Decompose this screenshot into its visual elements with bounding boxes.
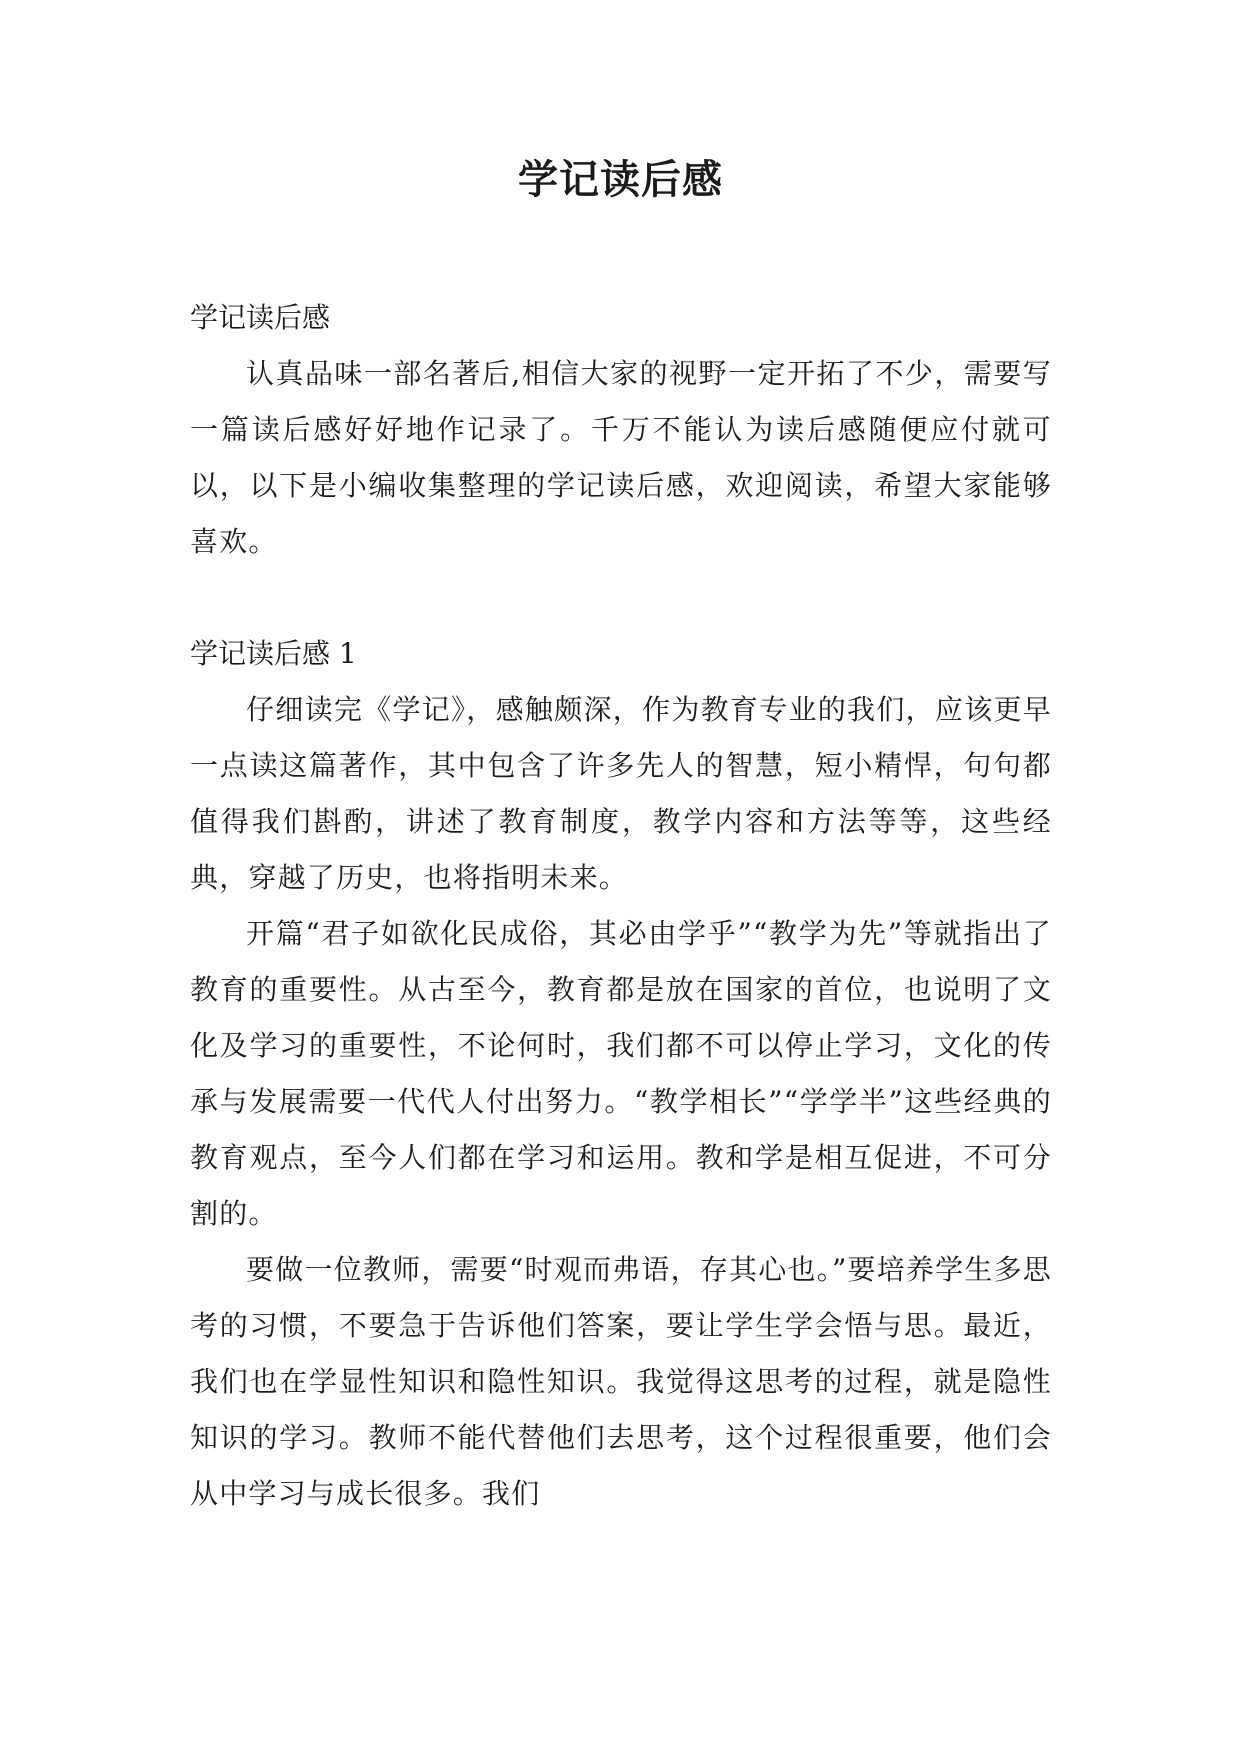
intro-paragraph: 认真品味一部名著后,相信大家的视野一定开拓了不少，需要写一篇读后感好好地作记录了。千万不能认为读后感随便应付就可以，以下是小编收集整理的学记读后感，欢迎阅读，希望大家能够喜欢。 — [190, 357, 1052, 558]
section1-paragraph-2: 开篇“君子如欲化民成俗，其必由学乎”“教学为先”等就指出了教育的重要性。从古至今，教育都是放在国家的首位，也说明了文化及学习的重要性，不论何时，我们都不可以停止学习，文化的传承与发展需要一代代人付出努力。“教学相长”“学学半”这些经典的教育观点，至今人们都在学习和运用。教和学是相互促进，不可分割的。 — [190, 917, 1052, 1230]
intro-heading: 学记读后感 — [190, 301, 331, 334]
document-title: 学记读后感 — [518, 157, 723, 203]
section1-heading: 学记读后感 1 — [190, 637, 357, 670]
section1-paragraph-3: 要做一位教师，需要“时观而弗语，存其心也。”要培养学生多思考的习惯，不要急于告诉他们答案，要让学生学会悟与思。最近，我们也在学显性知识和隐性知识。我觉得这思考的过程，就是隐性知识的学习。教师不能代替他们去思考，这个过程很重要，他们会从中学习与成长很多。我们 — [190, 1253, 1052, 1510]
section-spacer — [190, 570, 1052, 626]
section1-paragraph-1: 仔细读完《学记》，感触颇深，作为教育专业的我们，应该更早一点读这篇著作，其中包含了许多先人的智慧，短小精悍，句句都值得我们斟酌，讲述了教育制度，教学内容和方法等等，这些经典，穿越了历史，也将指明未来。 — [190, 693, 1052, 894]
document-body — [190, 290, 1052, 1522]
